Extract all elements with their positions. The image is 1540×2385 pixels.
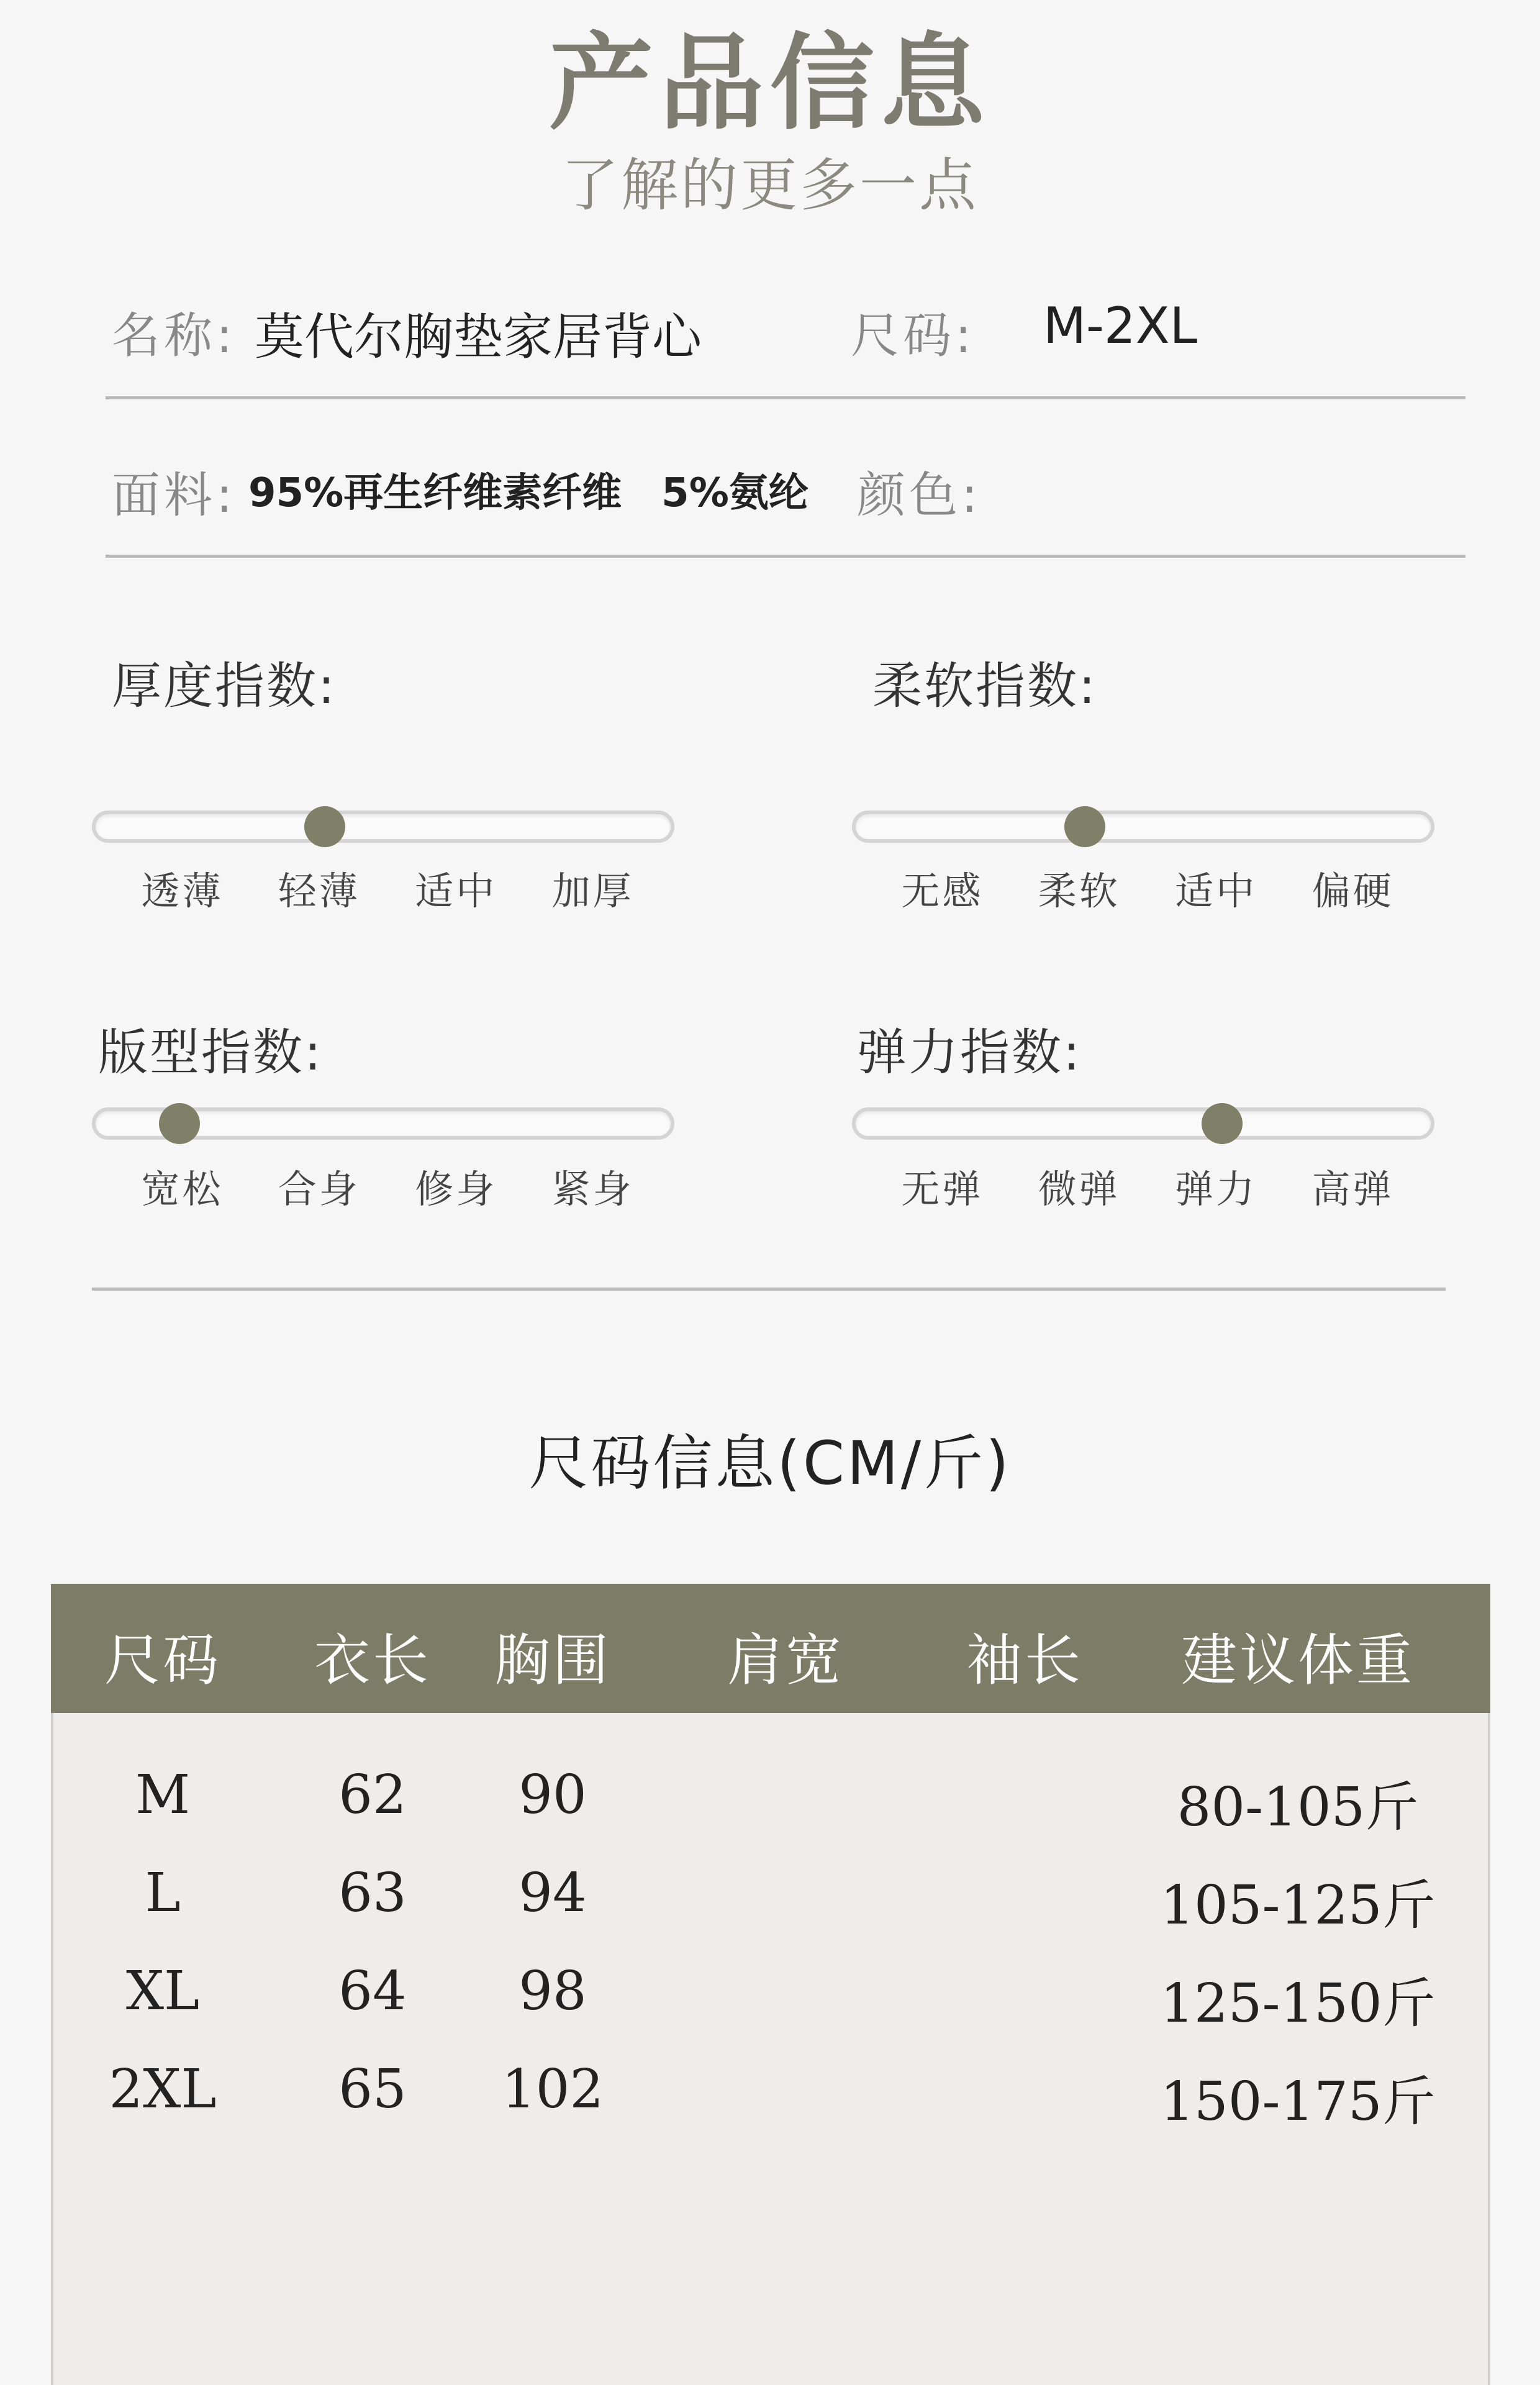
table-cell: 64: [338, 1960, 407, 2022]
index-tick-label: 无弹: [901, 1166, 984, 1212]
index-tick-label: 紧身: [551, 1166, 634, 1212]
index-tick-label: 透薄: [141, 868, 224, 914]
index-title: 柔软指数:: [872, 657, 1097, 715]
index-slider-knob: [159, 1103, 200, 1144]
index-tick-label: 加厚: [551, 868, 634, 914]
table-header-cell: 建议体重: [1181, 1628, 1415, 1693]
table-cell: L: [145, 1862, 181, 1924]
table-cell: 90: [519, 1764, 587, 1826]
index-tick-label: 微弹: [1038, 1166, 1120, 1212]
table-cell: 105-125斤: [1160, 1874, 1436, 1937]
color-label: 颜色:: [857, 468, 982, 524]
table-header-cell: 肩宽: [727, 1628, 844, 1693]
index-tick-label: 修身: [415, 1166, 497, 1212]
table-cell: 125-150斤: [1160, 1973, 1436, 2035]
page-subtitle: 了解的更多一点: [561, 152, 979, 219]
table-cell: 150-175斤: [1160, 2071, 1436, 2133]
index-tick-label: 合身: [278, 1166, 360, 1212]
index-title: 版型指数:: [98, 1024, 323, 1081]
index-tick-label: 柔软: [1038, 868, 1120, 914]
table-header-cell: 袖长: [966, 1628, 1083, 1693]
table-cell: 98: [519, 1960, 587, 2022]
table-cell: 62: [338, 1764, 407, 1826]
index-slider-track: [852, 1107, 1434, 1140]
index-title: 厚度指数:: [112, 657, 337, 715]
size-table-heading: 尺码信息(CM/斤): [528, 1429, 1012, 1498]
name-label: 名称:: [112, 308, 237, 364]
table-cell: 94: [519, 1862, 587, 1924]
index-slider-knob: [304, 806, 345, 847]
index-slider-knob: [1202, 1103, 1243, 1144]
table-header-cell: 尺码: [104, 1628, 221, 1693]
fabric-label: 面料:: [112, 468, 237, 524]
index-tick-label: 轻薄: [278, 868, 360, 914]
table-header-cell: 衣长: [314, 1628, 431, 1693]
index-tick-label: 高弹: [1311, 1166, 1394, 1212]
name-value: 莫代尔胸垫家居背心: [255, 308, 702, 366]
size-value: M-2XL: [1043, 297, 1198, 355]
divider: [92, 1288, 1446, 1291]
index-title: 弹力指数:: [857, 1024, 1082, 1081]
divider: [106, 396, 1465, 399]
index-tick-label: 适中: [1175, 868, 1257, 914]
table-cell: M: [135, 1764, 191, 1826]
index-tick-label: 偏硬: [1311, 868, 1394, 914]
index-tick-label: 弹力: [1175, 1166, 1257, 1212]
index-slider-track: [92, 811, 674, 843]
index-slider-knob: [1064, 806, 1105, 847]
index-tick-label: 适中: [415, 868, 497, 914]
table-cell: 102: [501, 2058, 604, 2120]
page-title: 产品信息: [549, 22, 991, 144]
table-cell: 2XL: [109, 2058, 217, 2120]
index-slider-track: [852, 811, 1434, 843]
table-header-cell: 胸围: [494, 1628, 611, 1693]
divider: [106, 555, 1465, 558]
index-tick-label: 宽松: [141, 1166, 224, 1212]
table-cell: 80-105斤: [1177, 1776, 1419, 1838]
size-label: 尺码:: [851, 308, 976, 364]
table-cell: 63: [338, 1862, 407, 1924]
index-tick-label: 无感: [901, 868, 984, 914]
table-cell: 65: [338, 2058, 407, 2120]
table-cell: XL: [125, 1960, 200, 2022]
fabric-value: 95%再生纤维素纤维 5%氨纶: [248, 470, 808, 516]
